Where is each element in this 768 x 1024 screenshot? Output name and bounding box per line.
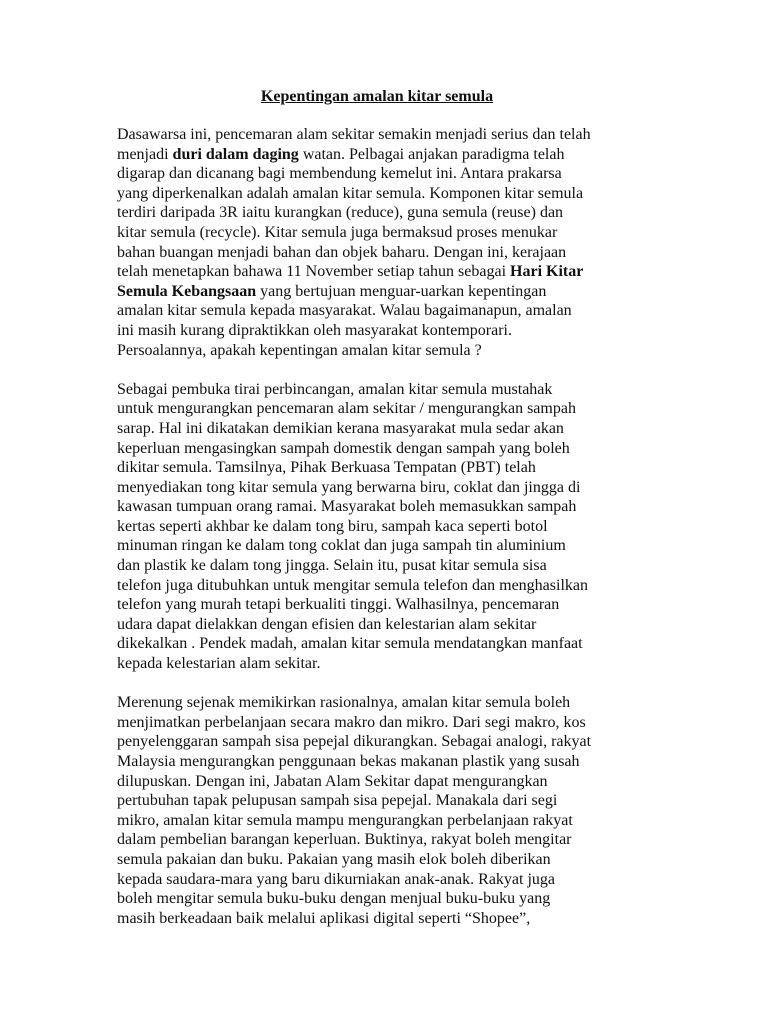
bold-phrase: Hari Kitar — [510, 263, 584, 281]
text-run: keperluan mengasingkan sampah domestik dengan sampah yang boleh — [117, 439, 570, 457]
text-line — [117, 458, 657, 478]
text-run: Malaysia mengurangkan penggunaan bekas makanan plastik yang susah — [117, 753, 580, 770]
paragraph-intro — [117, 125, 657, 360]
text-line — [117, 536, 657, 556]
text-run: semula pakaian dan buku. Pakaian yang masih elok boleh diberikan — [117, 850, 551, 868]
text-run: watan. Pelbagai anjakan paradigma telah — [298, 145, 565, 163]
text-run: kertas seperti akhbar ke dalam tong biru, sampah kaca seperti botol — [117, 517, 548, 535]
text-run: dilupuskan. Dengan ini, Jabatan Alam Sekitar dapat mengurangkan — [117, 772, 548, 790]
text-run: udara dapat dielakkan dengan efisien dan kelestarian alam sekitar — [117, 615, 537, 633]
paragraph-point-1 — [117, 380, 657, 674]
text-line — [117, 341, 657, 361]
text-run: dikekalkan . Pendek madah, amalan kitar semula mendatangkan manfaat — [117, 635, 583, 653]
text-run: kawasan tumpuan orang ramai. Masyarakat boleh memasukkan sampah — [117, 498, 577, 516]
text-run: dikitar semula. Tamsilnya, Pihak Berkuasa Tempatan (PBT) telah — [117, 459, 536, 477]
text-run: telah menetapkan bahawa 11 November setiap tahun sebagai — [117, 263, 511, 281]
text-line — [117, 399, 657, 419]
text-line — [117, 732, 657, 752]
text-line — [117, 791, 657, 811]
text-run: bahan buangan menjadi bahan dan objek baharu. Dengan ini, kerajaan — [117, 243, 567, 261]
bold-phrase: duri dalam daging — [172, 145, 299, 163]
text-line — [117, 752, 657, 772]
text-line — [117, 889, 657, 909]
text-run: Merenung sejenak memikirkan rasionalnya, amalan kitar semula boleh — [117, 694, 571, 712]
text-line — [117, 850, 657, 870]
text-run: dalam pembelian barangan keperluan. Buktinya, rakyat boleh mengitar — [117, 831, 572, 849]
paragraph-point-2 — [117, 693, 657, 928]
text-line — [117, 634, 657, 654]
text-line — [117, 556, 657, 576]
text-line — [117, 243, 657, 263]
text-run: digarap dan dicanang bagi membendung kemelut ini. Antara prakarsa — [117, 165, 562, 183]
paragraph-gap — [117, 360, 657, 380]
text-line — [117, 576, 657, 596]
text-run: menjadi — [117, 145, 173, 163]
text-run: yang diperkenalkan adalah amalan kitar semula. Komponen kitar semula — [117, 184, 584, 202]
text-run: kepada kelestarian alam sekitar. — [117, 655, 321, 673]
text-run: mikro, amalan kitar semula mampu mengurangkan perbelanjaan rakyat — [117, 811, 573, 829]
text-line — [117, 517, 657, 537]
text-line — [117, 145, 657, 165]
text-line — [117, 223, 657, 243]
text-line — [117, 811, 657, 831]
text-line — [117, 301, 657, 321]
text-run: telefon yang murah tetapi berkualiti tinggi. Walhasilnya, pencemaran — [117, 596, 560, 614]
text-run: ini masih kurang dipraktikkan oleh masyarakat kontemporari. — [117, 321, 512, 339]
text-line — [117, 909, 657, 929]
text-run: dan plastik ke dalam tong jingga. Selain itu, pusat kitar semula sisa — [117, 557, 547, 575]
text-run: Sebagai pembuka tirai perbincangan, amalan kitar semula mustahak — [117, 380, 553, 398]
text-run: menyediakan tong kitar semula yang berwarna biru, coklat dan jingga di — [117, 478, 581, 496]
text-line — [117, 497, 657, 517]
text-line — [117, 478, 657, 498]
text-line — [117, 830, 657, 850]
text-line — [117, 262, 657, 282]
text-line — [117, 772, 657, 792]
text-line — [117, 184, 657, 204]
text-run: pertubuhan tapak pelupusan sampah sisa pepejal. Manakala dari segi — [117, 792, 558, 810]
text-line — [117, 380, 657, 400]
text-run: untuk mengurangkan pencemaran alam sekitar / mengurangkan sampah — [117, 400, 576, 418]
text-run: kepada saudara-mara yang baru dikurniakan anak-anak. Rakyat juga — [117, 870, 556, 888]
text-run: kitar semula (recycle). Kitar semula juga bermaksud proses menukar — [117, 223, 558, 241]
text-line — [117, 419, 657, 439]
bold-phrase: Semula Kebangsaan — [117, 282, 257, 300]
text-run: telefon juga ditubuhkan untuk mengitar semula telefon dan menghasilkan — [117, 576, 588, 594]
text-run: masih berkeadaan baik melalui aplikasi digital seperti “Shopee”, — [117, 909, 531, 927]
text-line — [117, 693, 657, 713]
text-line — [117, 713, 657, 733]
text-run: yang bertujuan menguar-uarkan kepentingan — [256, 282, 547, 300]
paragraph-gap — [117, 674, 657, 694]
text-line — [117, 595, 657, 615]
text-line — [117, 321, 657, 341]
text-run: menjimatkan perbelanjaan secara makro dan mikro. Dari segi makro, kos — [117, 713, 586, 731]
text-line — [117, 870, 657, 890]
document-page — [117, 87, 657, 928]
text-run: Dasawarsa ini, pencemaran alam sekitar semakin menjadi serius dan telah — [117, 126, 591, 143]
text-run: boleh mengitar semula buku-buku dengan menjual buku-buku yang — [117, 890, 551, 908]
text-run: penyelenggaran sampah sisa pepejal dikurangkan. Sebagai analogi, rakyat — [117, 733, 592, 751]
text-line — [117, 615, 657, 635]
text-run: amalan kitar semula kepada masyarakat. Walau bagaimanapun, amalan — [117, 302, 572, 320]
text-line — [117, 439, 657, 459]
text-run: terdiri daripada 3R iaitu kurangkan (reduce), guna semula (reuse) dan — [117, 204, 564, 222]
text-run: minuman ringan ke dalam tong coklat dan juga sampah tin aluminium — [117, 537, 566, 555]
text-run: Persoalannya, apakah kepentingan amalan kitar semula ? — [117, 341, 482, 359]
text-line — [117, 203, 657, 223]
document-title: Kepentingan amalan kitar semula — [260, 88, 494, 105]
text-line — [117, 654, 657, 674]
text-line — [117, 282, 657, 302]
text-line — [117, 164, 657, 184]
text-line — [117, 125, 657, 145]
text-run: sarap. Hal ini dikatakan demikian kerana masyarakat mula sedar akan — [117, 419, 564, 437]
